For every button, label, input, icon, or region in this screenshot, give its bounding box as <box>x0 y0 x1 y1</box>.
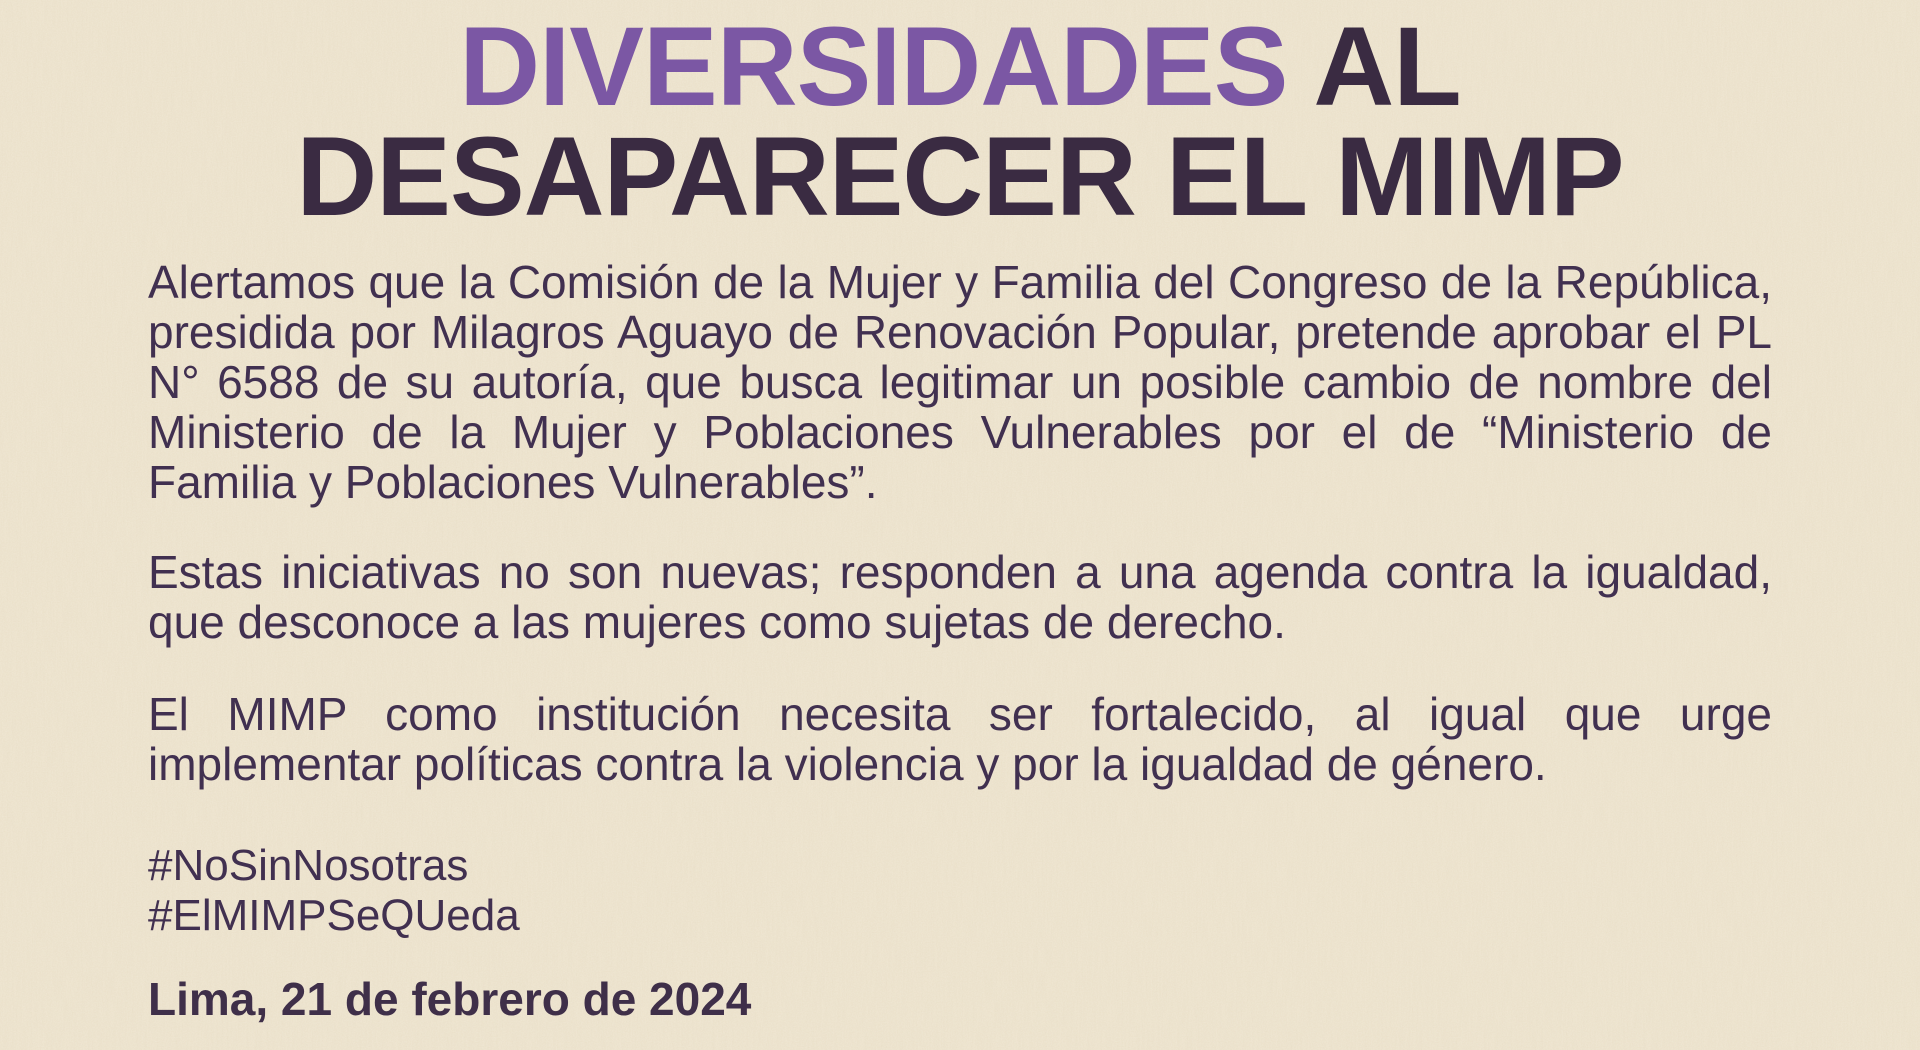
title-line1-rest: AL <box>1287 4 1461 129</box>
title-line-2: DESAPARECER EL MIMP <box>296 114 1624 239</box>
paragraph-mimp-fortalecido: El MIMP como institución necesita ser fortalecido, al igual que urge implementar políticas contra la violencia y por la igualdad de género. <box>148 688 1772 790</box>
hashtag-nosinnosotras: #NoSinNosotras <box>148 841 469 890</box>
dateline: Lima, 21 de febrero de 2024 <box>148 973 752 1025</box>
hashtag-elmimpsequeda: #ElMIMPSeQUeda <box>148 891 520 940</box>
title-line-1 <box>148 4 1772 129</box>
hashtag-block <box>148 841 1772 941</box>
poster-title <box>148 4 1772 239</box>
title-highlight-diversidades: DIVERSIDADES <box>459 4 1288 129</box>
paragraph-agenda: Estas iniciativas no son nuevas; responden a una agenda contra la igualdad, que desconoce a las mujeres como sujetas de derecho. <box>148 546 1772 648</box>
statement-body <box>148 257 1772 789</box>
paragraph-alert: Alertamos que la Comisión de la Mujer y Familia del Congreso de la República, presidida por Milagros Aguayo de Renovación Popular, pretende aprobar el PL N° 6588 de su autoría, que busca legitimar un posible cambio de nombre del Ministerio de la Mujer y Poblaciones Vulnerables por el de “Ministerio de Familia y Poblaciones Vulnerables”. <box>148 256 1772 508</box>
